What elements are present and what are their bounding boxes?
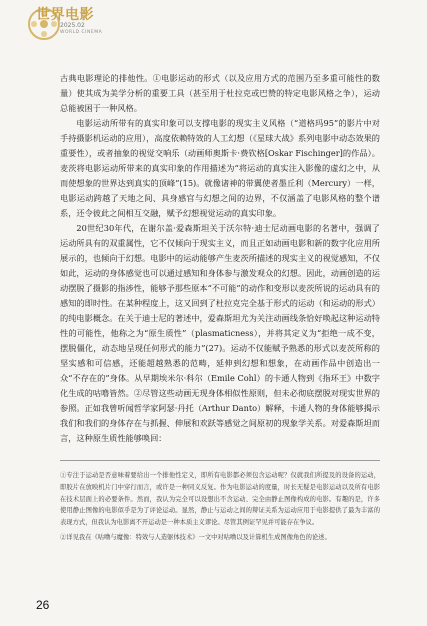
- page-number: 26: [36, 598, 50, 612]
- paragraph: 电影运动所带有的真实印象可以支撑电影的现实主义风格（“道格玛95”的影片中对手持摄影机运动的应用），高度依赖特效的人工幻想（《星球大战》系列电影中动态效果的重要性），或者抽象的视觉交响乐（动画师奥斯卡·费钦格[Oskar Fischinger]的作品）。麦茨将电影运动所带来的真实印象的作用描述为“将运动的真实注入影像的虚幻之中，从而使想象的世界达到真实的顶峰”(15)。就像诸神的带翼使者墨丘利（Mercury）一样，电影运动跨越了天地之间、具身感官与幻想之间的边界，不仅涵盖了电影风格的整个谱系，还令彼此之间相互交融，赋予幻想视觉运动的真实印象。: [60, 118, 380, 218]
- magazine-subtitle: WORLD CINEMA: [60, 30, 103, 35]
- article-body: [60, 71, 380, 446]
- issue-number: 2025.02: [60, 22, 85, 29]
- footnote: ①专注于运动是否意味着要给出一个排他性定义，即所有电影都必须包含运动呢？仅就我们所提及的设备的运动，即胶片在放映机片门中穿行而言，或许是一种同义反复。作为电影运动的度量，时长无疑是电影运动以及所有电影在技术层面上的必要条件。然而，我认为完全可以设想出不含运动、完全由静止图像构成的电影。有趣的是，许多使用静止图像的电影似乎是为了评论运动。显然，静止与运动之间的辩证关系为运动应用于电影提供了最为丰富的表现方式，但我认为电影离不开运动是一种本质主义谬论。尽管其例证罕见并可能存在争议。: [60, 472, 380, 527]
- footnotes: [60, 470, 380, 547]
- footnote-divider: [60, 460, 380, 461]
- paragraph: 20世纪30年代，在谢尔盖·爱森斯坦关于沃尔特·迪士尼动画电影的名著中，强调了运动所具有的双重属性，它不仅倾向于现实主义，而且正如动画电影和新的数字化应用所展示的，也倾向于幻想。电影中的运动能够产生麦茨所描述的现实主义的视觉感知，不仅如此，运动的身体感觉也可以通过感知和身体参与激发观众的幻想。因此，动画创造的运动摆脱了摄影的指涉性，能够予那些原本“不可能”的动作和变形以麦茨所说的运动具有的感知的即时性。在某种程度上，这又回到了杜拉克完全基于形式的运动（和运动的形式）的纯电影概念。在关于迪士尼的著述中，爱森斯坦尤为关注动画线条恰好唤起这种运动特性的可能性，他称之为“原生质性”（plasmaticness），并将其定义为“拒绝一成不变，摆脱僵化，动态地呈现任何形式的能力”(27)。运动不仅能赋予熟悉的形式以麦茨所称的坚实感和可信感，还能超越熟悉的范畴，延伸到幻想和想象，在动画作品中创造出一众“不存在的”身体。从早期埃米尔·科尔（Emile Cohl）的卡通人物到《指环王》中数字化生成的咕噜皆然。②尽管这些动画无现身体相似性原则，但未必彻底摆脱对现实世界的参照。正如我曾听闻哲学家阿瑟·丹托（Arthur Danto）解释，卡通人物的身体能够揭示我们和我们的身体存在与抓握、伸展和欢跃等感觉之间原初的现象学关系。对爱森斯坦而言，这种原生质性能够唤回：: [60, 223, 380, 443]
- magazine-title: 世界电影: [36, 7, 94, 23]
- paragraph: 古典电影理论的排他性。①电影运动的形式（以及应用方式的范围乃至多重可能性的数量）使其成为美学分析的重要工具（甚至用于杜拉克或巴赞的特定电影风格之争），运动总能被困于一种风格。: [60, 73, 380, 113]
- footnote: ②详见我在《咕噜与魔像：特效与人造躯体技术》一文中对咕噜以及计算机生成图像角色的论述。: [60, 533, 331, 541]
